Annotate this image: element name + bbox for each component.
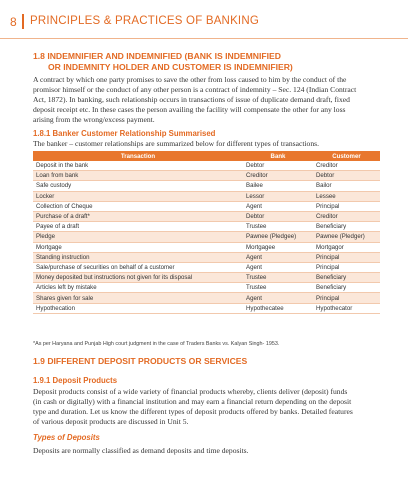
cell-transaction: Loan from bank — [33, 171, 243, 181]
cell-bank: Agent — [243, 262, 313, 272]
table-row — [33, 262, 380, 272]
page-number: 8 — [10, 15, 17, 29]
section-1-9-1-paragraph: Deposit products consist of a wide variety of financial products whereby, clients deliver (deposit) funds (in cash or digitally) with a financial institution and may earn a financial return depending on the deposit type and duration. Let us know the different types of deposit products offered by banks. Detailed features of various deposit products are discussed in Unit 5. — [33, 387, 353, 426]
cell-transaction: Sale/purchase of securities on behalf of a customer — [33, 262, 243, 272]
cell-transaction: Payee of a draft — [33, 222, 243, 232]
book-title: PRINCIPLES & PRACTICES OF BANKING — [30, 15, 259, 27]
cell-transaction: Safe custody — [33, 181, 243, 191]
types-of-deposits-heading: Types of Deposits — [33, 433, 100, 442]
section-1-9-1-heading: 1.9.1 Deposit Products — [33, 376, 118, 385]
cell-transaction: Shares given for sale — [33, 293, 243, 303]
cell-customer: Principal — [313, 262, 380, 272]
cell-bank: Debtor — [243, 161, 313, 171]
cell-customer: Hypothecator — [313, 303, 380, 313]
cell-customer: Beneficiary — [313, 273, 380, 283]
section-1-8-1-intro: The banker – customer relationships are summarized below for different types of transactions. — [33, 139, 320, 148]
table-row — [33, 293, 380, 303]
column-header-customer: Customer — [313, 151, 380, 161]
cell-customer: Bailor — [313, 181, 380, 191]
section-1-8-heading: 1.8 INDEMNIFIER AND INDEMNIFIED (BANK IS INDEMNIFIED OR INDEMNITY HOLDER AND CUSTOMER IS INDEMNIFIER) — [33, 51, 293, 72]
cell-customer: Creditor — [313, 161, 380, 171]
cell-customer: Principal — [313, 293, 380, 303]
cell-bank: Trustee — [243, 222, 313, 232]
cell-customer: Principal — [313, 252, 380, 262]
table-row — [33, 303, 380, 313]
cell-customer: Beneficiary — [313, 283, 380, 293]
column-header-bank: Bank — [243, 151, 313, 161]
cell-customer: Beneficiary — [313, 222, 380, 232]
types-of-deposits-text: Deposits are normally classified as demand deposits and time deposits. — [33, 446, 249, 455]
cell-bank: Trustee — [243, 283, 313, 293]
cell-bank: Lessor — [243, 191, 313, 201]
cell-customer: Creditor — [313, 211, 380, 221]
table-row — [33, 222, 380, 232]
table-row — [33, 191, 380, 201]
table-row — [33, 273, 380, 283]
cell-transaction: Pledge — [33, 232, 243, 242]
table-row — [33, 283, 380, 293]
cell-transaction: Money deposited but instructions not given for its disposal — [33, 273, 243, 283]
cell-transaction: Articles left by mistake — [33, 283, 243, 293]
table-row — [33, 181, 380, 191]
section-1-8-1-heading: 1.8.1 Banker Customer Relationship Summarised — [33, 129, 216, 138]
section-1-8-paragraph: A contract by which one party promises to save the other from loss caused to him by the conduct of the promisor himself or the conduct of any other person is a contract of indemnity – Sec. 124 (Indian Contract Act, 1872). In banking, such relationship occurs in transactions of issue of duplicate demand draft, fixed deposit receipt etc. In these cases the person availing the facility will compensate the other for any loss arising from the wrong/excess payment. — [33, 75, 357, 124]
table-row — [33, 171, 380, 181]
cell-transaction: Mortgage — [33, 242, 243, 252]
relationship-table — [33, 151, 380, 314]
page-header — [0, 10, 408, 40]
cell-bank: Mortgagee — [243, 242, 313, 252]
table-row — [33, 242, 380, 252]
cell-bank: Pawnee (Pledgee) — [243, 232, 313, 242]
cell-bank: Hypothecatee — [243, 303, 313, 313]
cell-customer: Pawnee (Pledger) — [313, 232, 380, 242]
cell-customer: Mortgagor — [313, 242, 380, 252]
cell-bank: Debtor — [243, 211, 313, 221]
cell-bank: Agent — [243, 201, 313, 211]
cell-transaction: Purchase of a draft* — [33, 211, 243, 221]
cell-bank: Bailee — [243, 181, 313, 191]
table-row — [33, 211, 380, 221]
cell-customer: Lessee — [313, 191, 380, 201]
cell-bank: Agent — [243, 293, 313, 303]
column-header-transaction: Transaction — [33, 151, 243, 161]
table-row — [33, 201, 380, 211]
table-row — [33, 252, 380, 262]
table-row — [33, 161, 380, 171]
cell-bank: Creditor — [243, 171, 313, 181]
table-row — [33, 232, 380, 242]
cell-transaction: Standing instruction — [33, 252, 243, 262]
cell-transaction: Hypothecation — [33, 303, 243, 313]
table-header-row — [33, 151, 380, 161]
header-rule — [0, 38, 408, 39]
section-1-9-heading: 1.9 DIFFERENT DEPOSIT PRODUCTS OR SERVICES — [33, 356, 248, 366]
header-divider — [22, 14, 24, 29]
table-footnote: *As per Haryana and Punjab High court judgment in the case of Traders Banks vs. Kalyan Singh- 1953. — [33, 341, 280, 347]
cell-transaction: Deposit in the bank — [33, 161, 243, 171]
cell-transaction: Collection of Cheque — [33, 201, 243, 211]
cell-customer: Debtor — [313, 171, 380, 181]
cell-customer: Principal — [313, 201, 380, 211]
cell-bank: Agent — [243, 252, 313, 262]
cell-bank: Trustee — [243, 273, 313, 283]
cell-transaction: Locker — [33, 191, 243, 201]
